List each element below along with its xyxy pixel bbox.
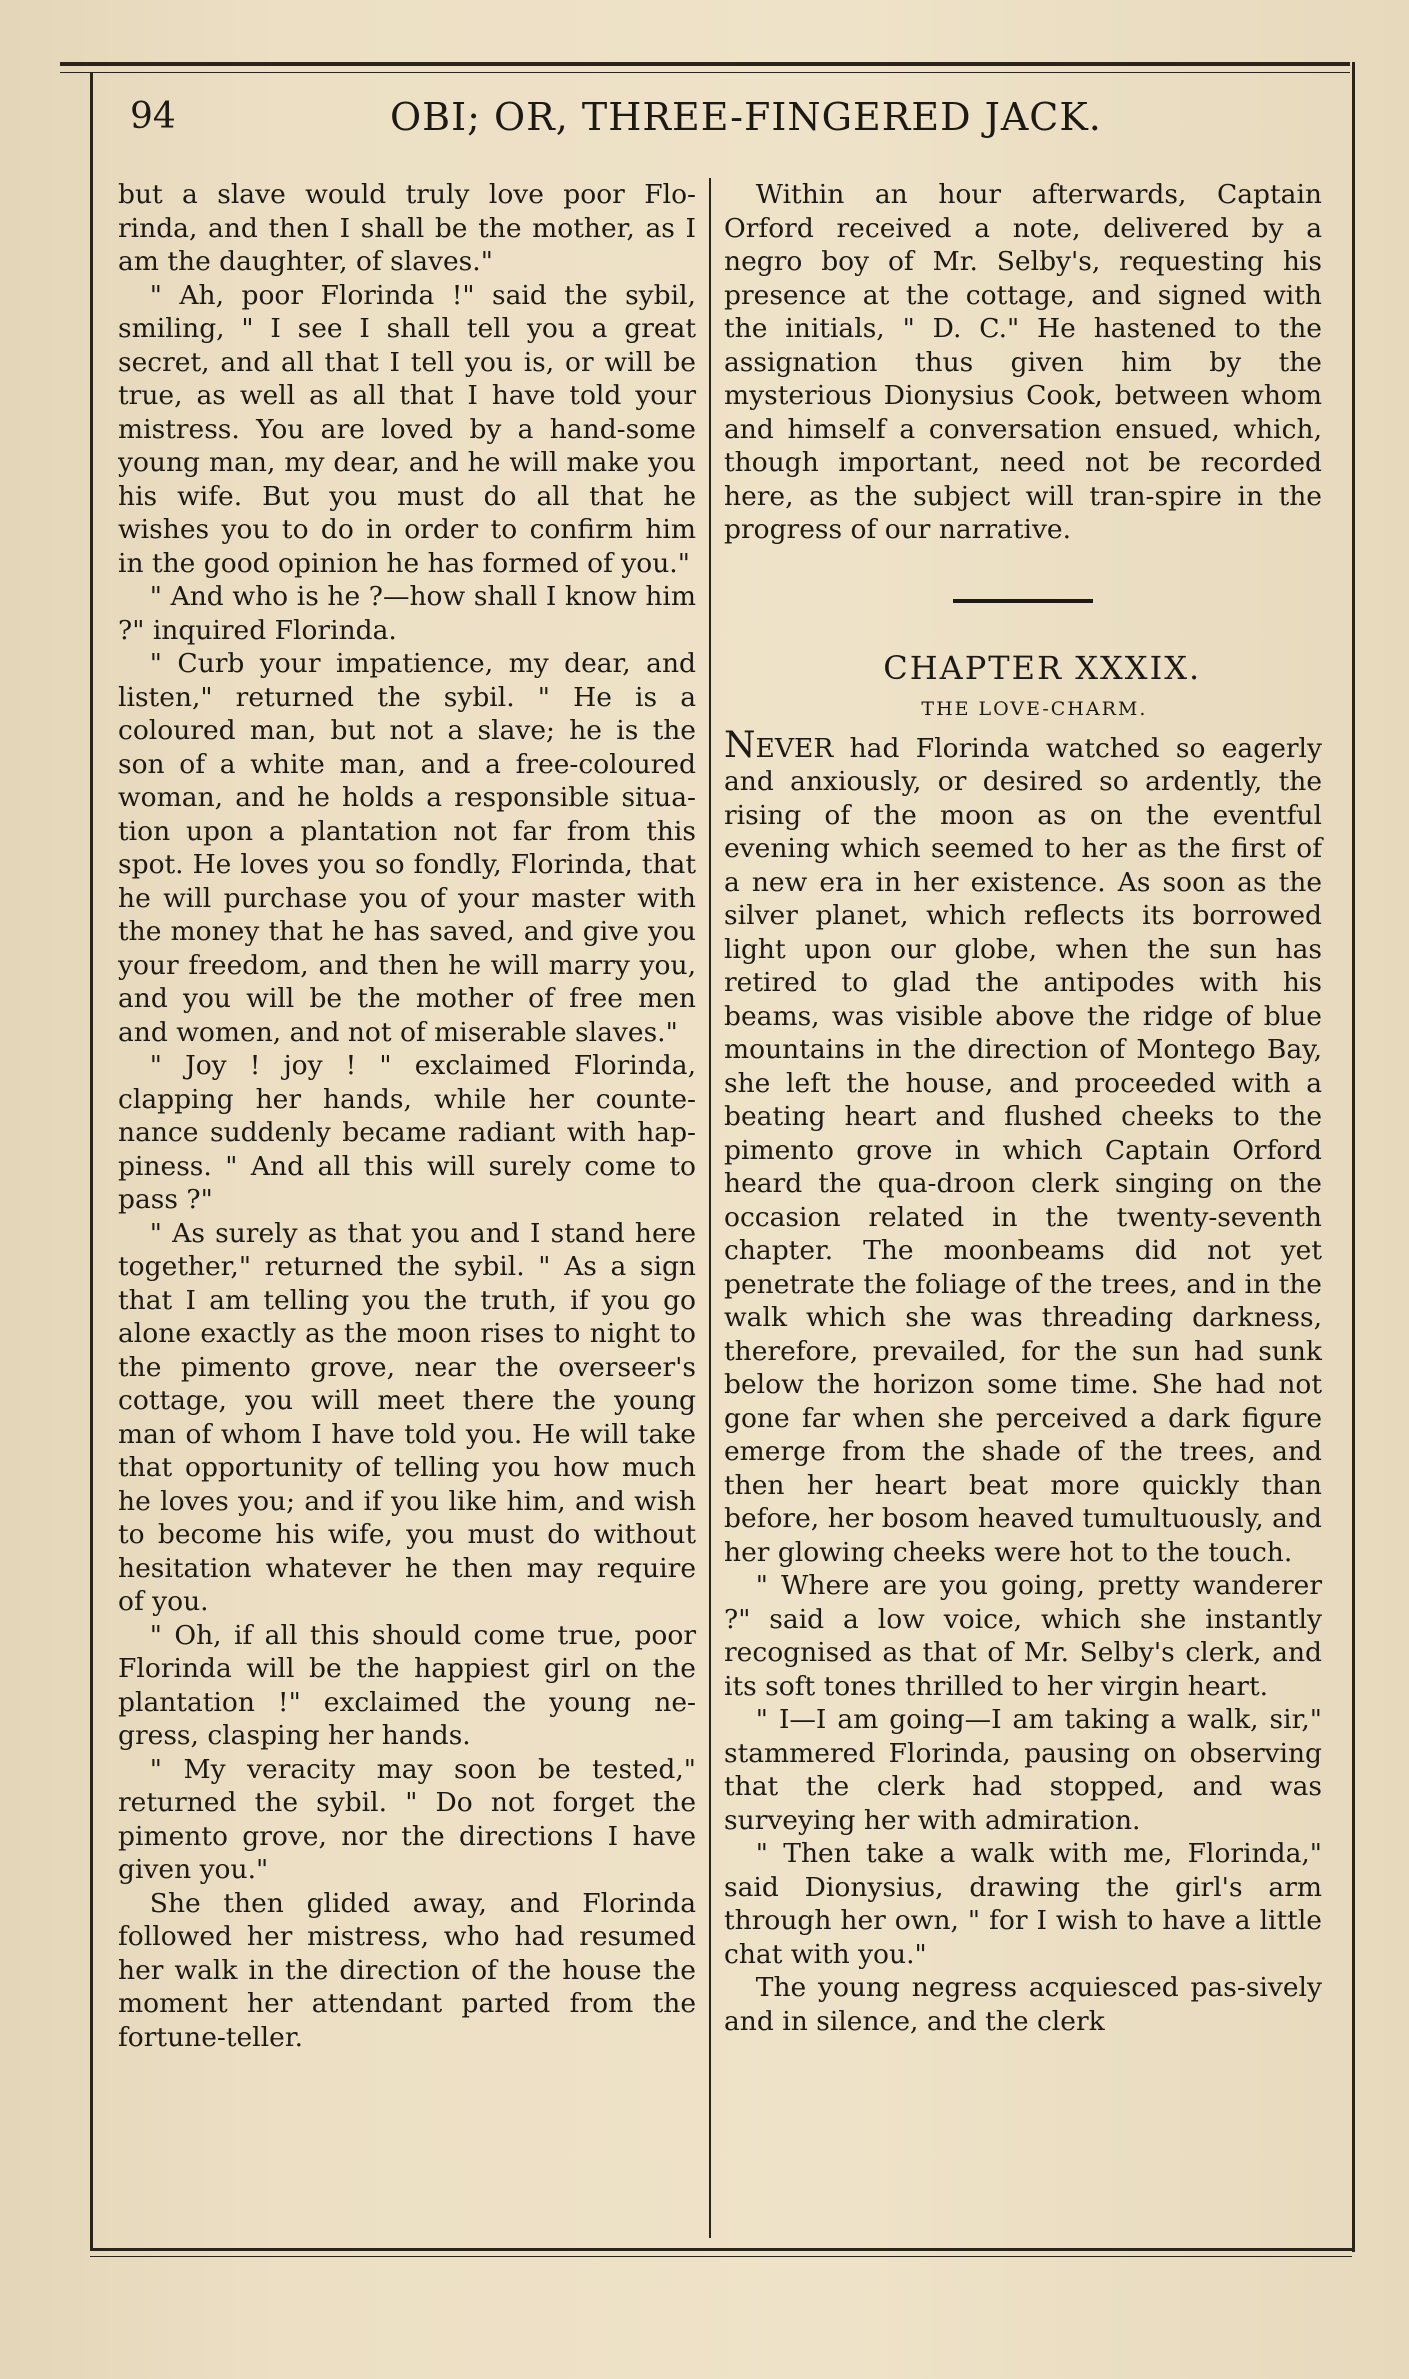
bottom-border-thin-rule: [90, 2256, 1352, 2257]
page-number: 94: [130, 96, 176, 137]
page-header: [100, 92, 1340, 142]
chapter-opening-paragraph: [724, 724, 1322, 1570]
top-border-thin-rule: [60, 72, 1350, 73]
paragraph: " Joy ! joy ! " exclaimed Florinda, clapping her hands, while her counte-nance suddenly became radiant with hap-piness. " And all this will surely come to pass ?": [118, 1050, 696, 1215]
right-border-rule: [1352, 62, 1355, 2252]
paragraph: " I—I am going—I am taking a walk, sir," stammered Florinda, pausing on observing that the clerk had stopped, and was surveying her with admiration.: [724, 1704, 1322, 1836]
chapter-separator-rule: [953, 599, 1093, 603]
opening-paragraph-text: had Florinda watched so eagerly and anxiously, or desired so ardently, the rising of the moon as on the eventful evening which seemed to her as the first of a new era in her existence. As soon as the silver planet, which reflects its borrowed light upon our globe, when the sun has retired to glad the antipodes with his beams, was visible above the ridge of blue mountains in the direction of Montego Bay, she left the house, and proceeded with a beating heart and flushed cheeks to the pimento grove in which Captain Orford heard the qua-droon clerk singing on the occasion related in the twenty-seventh chapter. The moonbeams did not yet penetrate the foliage of the trees, and in the walk which she was threading darkness, therefore, prevailed, for the sun had sunk below the horizon some time. She had not gone far when she perceived a dark figure emerge from the shade of the trees, and then her heart beat more quickly than before, her bosom heaved tumultuously, and her glowing cheeks were hot to the touch.: [724, 732, 1322, 1568]
right-column: [724, 178, 1322, 2038]
paragraph: " Oh, if all this should come true, poor Florinda will be the happiest girl on the plantation !" exclaimed the young ne-gress, clasping her hands.: [118, 1619, 696, 1751]
column-divider: [709, 178, 711, 2238]
left-column: [118, 178, 696, 2054]
paragraph: " And who is he ?—how shall I know him ?" inquired Florinda.: [118, 581, 696, 646]
opening-word-smallcaps: EVER: [755, 732, 834, 764]
paragraph: " My veracity may soon be tested," returned the sybil. " Do not forget the pimento grove, nor the directions I have given you.": [118, 1753, 696, 1885]
top-border-rule: [60, 62, 1350, 66]
chapter-title: CHAPTER XXXIX.: [883, 648, 1202, 687]
paragraph: The young negress acquiesced pas-sively and in silence, and the clerk: [724, 1972, 1322, 2037]
paragraph: " Curb your impatience, my dear, and listen," returned the sybil. " He is a coloured man, but not a slave; he is the son of a white man, and a free-coloured woman, and he holds a responsible situa-tion upon a plantation not far from this spot. He loves you so fondly, Florinda, that he will purchase you of your master with the money that he has saved, and give you your freedom, and then he will marry you, and you will be the mother of free men and women, and not of miserable slaves.": [118, 648, 696, 1048]
left-border-rule: [90, 72, 93, 2248]
drop-capital: N: [724, 724, 756, 766]
paragraph: She then glided away, and Florinda followed her mistress, who had resumed her walk in the direction of the house the moment her attendant parted from the fortune-teller.: [118, 1887, 696, 2053]
bottom-border-rule: [90, 2248, 1352, 2251]
paragraph: " As surely as that you and I stand here together," returned the sybil. " As a sign that I am telling you the truth, if you go alone exactly as the moon rises to night to the pimento grove, near the overseer's cottage, you will meet there the young man of whom I have told you. He will take that opportunity of telling you how much he loves you; and if you like him, and wish to become his wife, you must do without hesitation whatever he then may require of you.: [118, 1217, 696, 1617]
running-title: OBI; OR, THREE-FINGERED JACK.: [390, 95, 1102, 139]
paragraph: " Then take a walk with me, Florinda," said Dionysius, drawing the girl's arm through her own, " for I wish to have a little chat with you.": [724, 1838, 1322, 1970]
paragraph: " Where are you going, pretty wanderer ?" said a low voice, which she instantly recognised as that of Mr. Selby's clerk, and its soft tones thrilled to her virgin heart.: [724, 1570, 1322, 1702]
paragraph: Within an hour afterwards, Captain Orford received a note, delivered by a negro boy of Mr. Selby's, requesting his presence at the cottage, and signed with the initials, " D. C." He hastened to the assignation thus given him by the mysterious Dionysius Cook, between whom and himself a conversation ensued, which, though important, need not be recorded here, as the subject will tran-spire in the progress of our narrative.: [724, 179, 1322, 545]
chapter-subtitle: THE LOVE-CHARM.: [921, 697, 1148, 720]
paragraph: but a slave would truly love poor Flo-rinda, and then I shall be the mother, as I am the daughter, of slaves.": [118, 179, 696, 277]
paragraph: " Ah, poor Florinda !" said the sybil, smiling, " I see I shall tell you a great secret, and all that I tell you is, or will be true, as well as all that I have told your mistress. You are loved by a hand-some young man, my dear, and he will make you his wife. But you must do all that he wishes you to do in order to confirm him in the good opinion he has formed of you.": [118, 279, 696, 579]
